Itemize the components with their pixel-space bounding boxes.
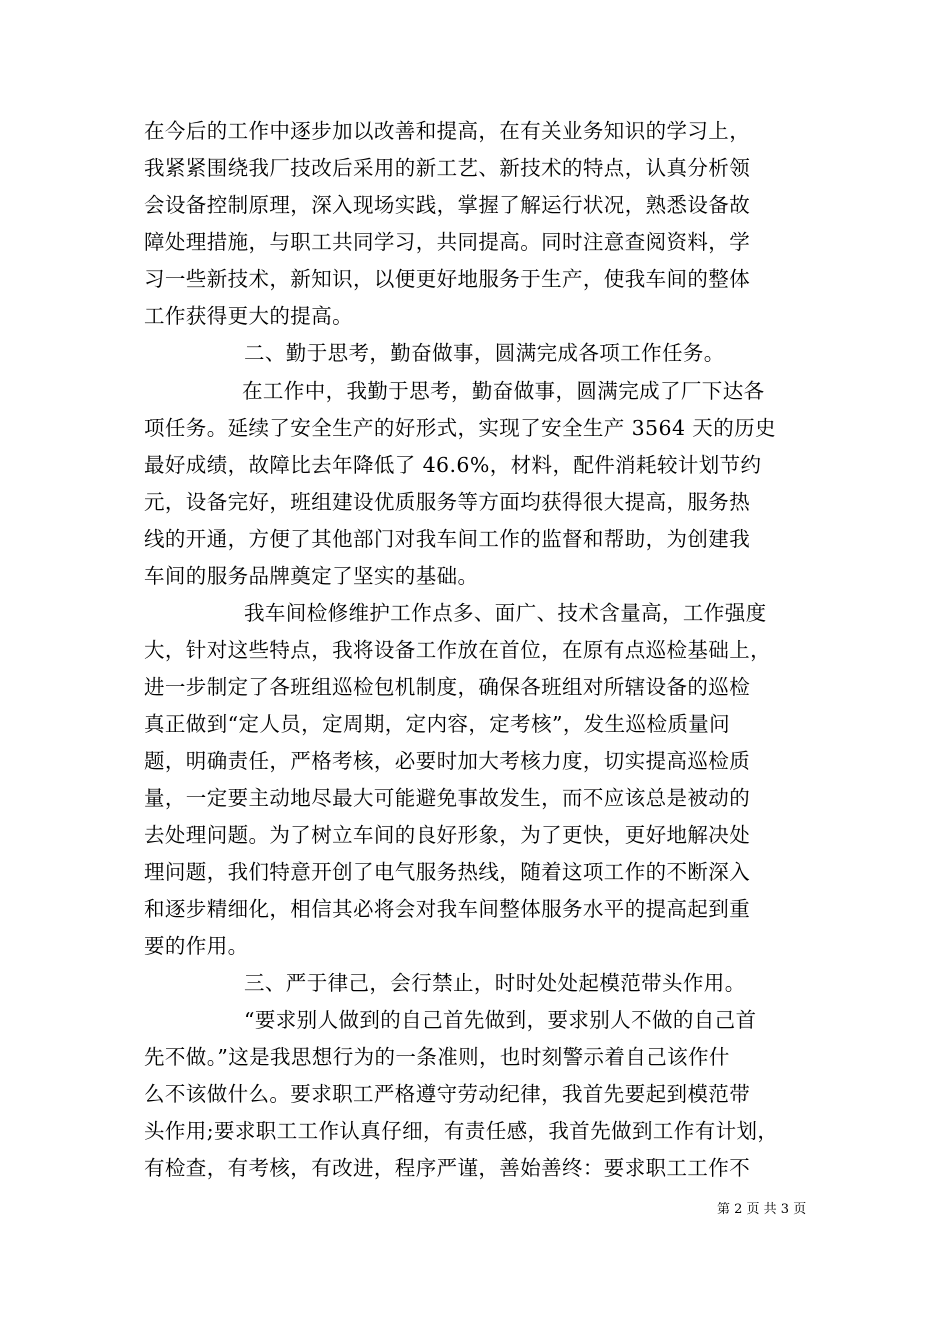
text-line: 最好成绩，故障比去年降低了 46.6%，材料，配件消耗较计划节约	[144, 453, 762, 477]
section-heading: 二、勤于思考，勤奋做事，圆满完成各项工作任务。	[244, 341, 725, 365]
text-line: 线的开通，方便了其他部门对我车间工作的监督和帮助，为创建我	[144, 527, 751, 551]
text-line: 会设备控制原理，深入现场实践，掌握了解运行状况，熟悉设备故	[144, 193, 751, 217]
text-line: 在今后的工作中逐步加以改善和提高，在有关业务知识的学习上，	[144, 119, 751, 143]
text-line: 量，一定要主动地尽最大可能避免事故发生，而不应该总是被动的	[144, 786, 751, 810]
text-line: 工作获得更大的提高。	[144, 304, 353, 328]
text-line: 大，针对这些特点，我将设备工作放在首位，在原有点巡检基础上，	[144, 638, 771, 662]
text-line: 和逐步精细化，相信其必将会对我车间整体服务水平的提高起到重	[144, 897, 751, 921]
text-line: 要的作用。	[144, 934, 249, 958]
text-line: 去处理问题。为了树立车间的良好形象，为了更快，更好地解决处	[144, 823, 751, 847]
text-line: 车间的服务品牌奠定了坚实的基础。	[144, 564, 479, 588]
text-line: 我车间检修维护工作点多、面广、技术含量高，工作强度	[244, 601, 767, 625]
text-line: 项任务。延续了安全生产的好形式，实现了安全生产 3564 天的历史	[144, 416, 776, 440]
text-line: 有检查，有考核，有改进，程序严谨，善始善终：要求职工工作不	[144, 1156, 751, 1180]
text-line: 习一些新技术，新知识，以便更好地服务于生产，使我车间的整体	[144, 267, 751, 291]
text-line: 元，设备完好，班组建设优质服务等方面均获得很大提高，服务热	[144, 490, 751, 514]
section-heading: 三、严于律己，会行禁止，时时处处起模范带头作用。	[244, 971, 746, 995]
page-number: 第 2 页 共 3 页	[717, 1202, 807, 1217]
text-line: “要求别人做到的自己首先做到，要求别人不做的自己首	[244, 1008, 757, 1032]
text-line: 么不该做什么。要求职工严格遵守劳动纪律，我首先要起到模范带	[144, 1082, 751, 1106]
text-line: 我紧紧围绕我厂技改后采用的新工艺、新技术的特点，认真分析领	[144, 156, 751, 180]
text-line: 进一步制定了各班组巡检包机制度，确保各班组对所辖设备的巡检	[144, 675, 751, 699]
text-line: 理问题，我们特意开创了电气服务热线，随着这项工作的不断深入	[144, 860, 751, 884]
text-line: 障处理措施，与职工共同学习，共同提高。同时注意查阅资料，学	[144, 230, 751, 254]
text-line: 真正做到“定人员，定周期，定内容，定考核”，发生巡检质量问	[144, 712, 731, 736]
text-line: 在工作中，我勤于思考，勤奋做事，圆满完成了厂下达各	[242, 379, 765, 403]
text-line: 头作用;要求职工工作认真仔细，有责任感，我首先做到工作有计划，	[144, 1119, 779, 1143]
text-line: 题，明确责任，严格考核，必要时加大考核力度，切实提高巡检质	[144, 749, 751, 773]
text-line: 先不做。”这是我思想行为的一条准则，也时刻警示着自己该作什	[144, 1045, 730, 1069]
